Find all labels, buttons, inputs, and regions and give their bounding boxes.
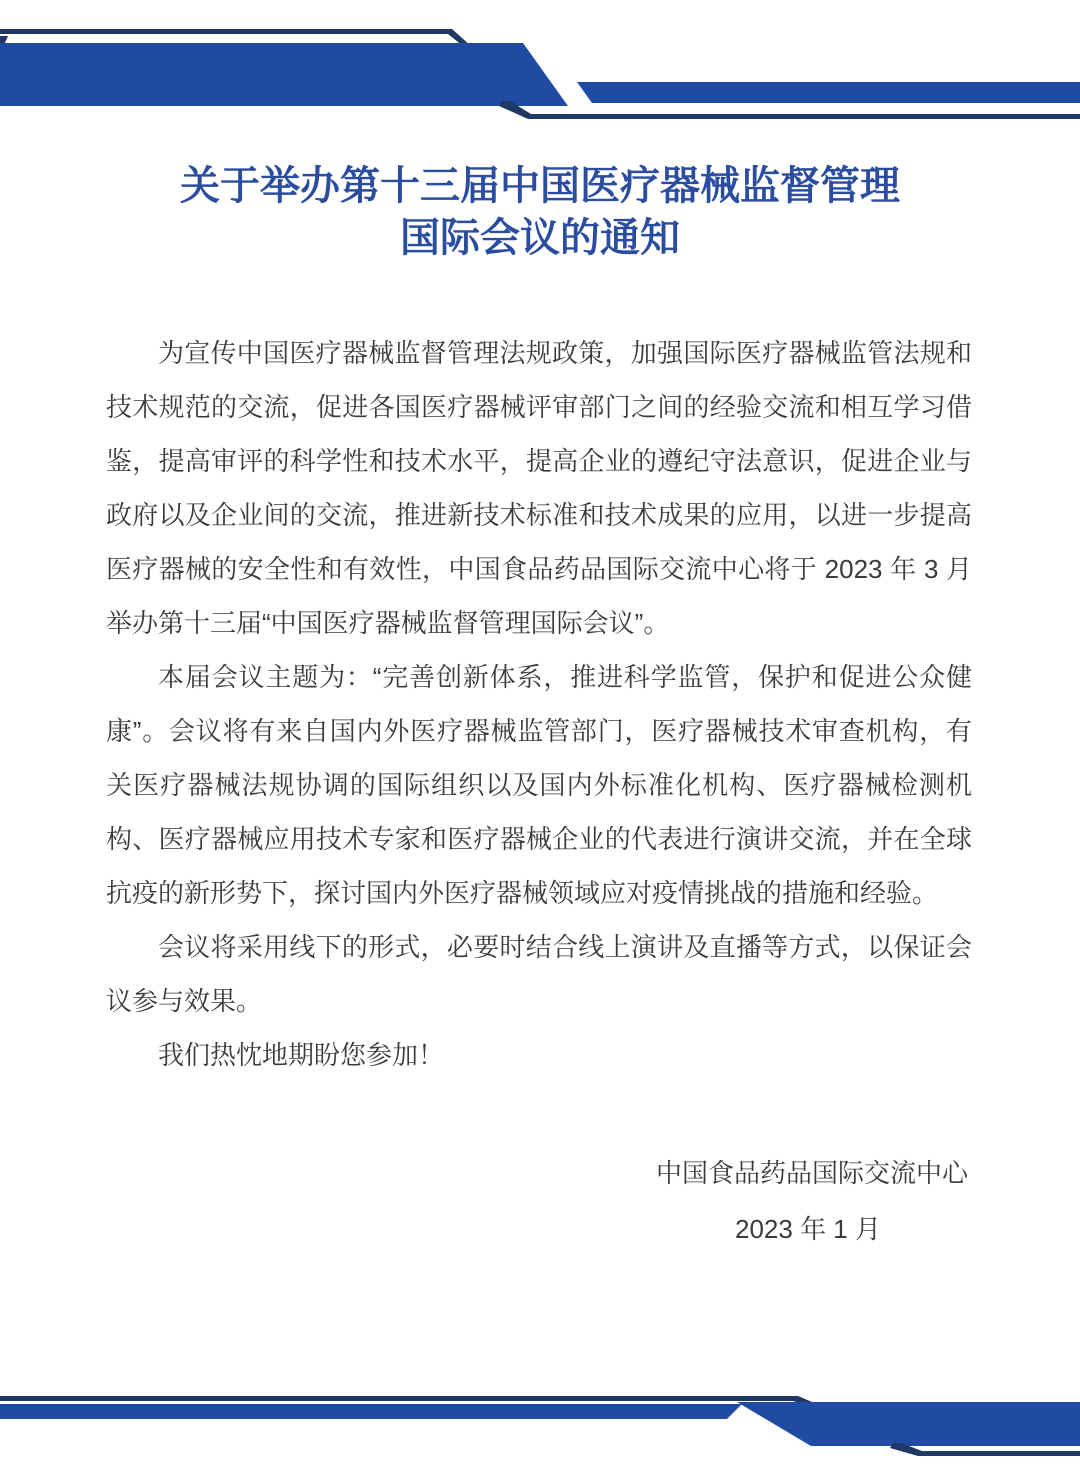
body-paragraph: 本届会议主题为：“完善创新体系，推进科学监管，保护和促进公众健康”。会议将有来自国内外医疗器械监管部门，医疗器械技术审查机构，有关医疗器械法规协调的国际组织以及国内外标准化机构、医疗器械检测机构、医疗器械应用技术专家和医疗器械企业的代表进行演讲交流，并在全球抗疫的新形势下，探讨国内外医疗器械领域应对疫情挑战的措施和经验。 — [106, 662, 972, 908]
page-title — [0, 160, 1080, 264]
signature-organization: 中国食品药品国际交流中心 — [656, 1158, 969, 1188]
notice-body — [106, 326, 972, 1082]
top-blue-band-icon — [0, 43, 568, 106]
bottom-blue-band-icon — [737, 1402, 1080, 1446]
top-banner-decoration — [0, 0, 1080, 140]
bottom-blue-bar-left-icon — [0, 1404, 742, 1419]
body-paragraph: 会议将采用线下的形式，必要时结合线上演讲及直播等方式，以保证会议参与效果。 — [106, 932, 972, 1016]
page-title-line2: 国际会议的通知 — [400, 216, 680, 260]
top-blue-bar-right-icon — [577, 82, 1080, 103]
top-navy-underline-icon — [499, 101, 1080, 119]
body-paragraph: 我们热忱地期盼您参加！ — [158, 1040, 445, 1070]
bottom-banner-decoration — [0, 1346, 1080, 1466]
signature-date: 2023 年 1 月 — [735, 1214, 881, 1244]
page-title-line1: 关于举办第十三届中国医疗器械监督管理 — [180, 164, 900, 208]
body-paragraph: 为宣传中国医疗器械监督管理法规政策，加强国际医疗器械监管法规和技术规范的交流，促进各国医疗器械评审部门之间的经验交流和相互学习借鉴，提高审评的科学性和技术水平，提高企业的遵纪守法意识，促进企业与政府以及企业间的交流，推进新技术标准和技术成果的应用，以进一步提高医疗器械的安全性和有效性，中国食品药品国际交流中心将于 2023 年 3 月举办第十三届“中国医疗器械监督管理国际会议”。 — [106, 338, 972, 638]
